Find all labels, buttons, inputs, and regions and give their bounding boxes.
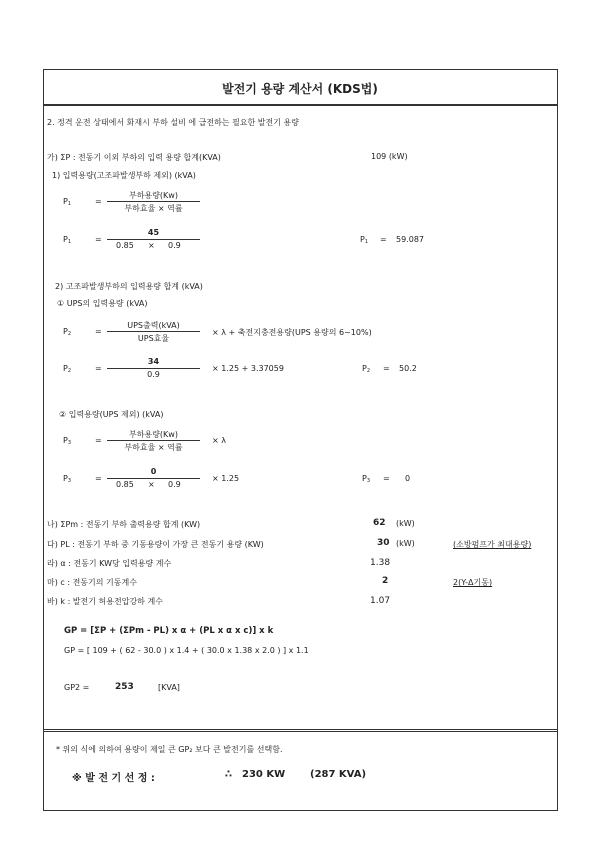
ga-value: 109 (kW) [371,152,408,161]
p1-result-eq: = [380,235,387,244]
gp-formula: GP = [ΣP + (ΣPm - PL) x α + (PL x α x c)] x k [64,626,274,636]
p2-denominator: 0.9 [147,370,160,379]
param-unit-sum-pm: (kW) [396,519,415,528]
p2-result-eq: = [383,364,390,373]
p3-fraction-line [107,478,200,479]
param-value-pl: 30 [377,538,390,548]
p1-calc-eq: = [95,235,102,244]
param-value-alpha: 1.38 [370,558,391,568]
p2-subheading: ① UPS의 입력용량 (kVA) [57,299,148,308]
p1-den-op: × [148,241,155,250]
section-heading: 2. 정격 운전 상태에서 화재시 부하 설비 에 급전하는 필요한 발전기 용량 [47,118,299,127]
p2-formula-fraction-line [107,331,200,332]
p3-formula-numerator: 부하용량(Kw) [129,430,178,439]
p1-eq: = [95,197,102,206]
param-unit-pl: (kW) [396,539,415,548]
param-note-pl: (소방펌프가 최대용량) [453,540,532,549]
p1-fraction-line [107,239,200,240]
p2-eq: = [95,327,102,336]
p2-formula-tail: × λ + 축전지충전용량(UPS 용량의 6~10%) [212,328,372,337]
p1-result-symbol: $P_1$ [360,235,369,245]
page-title: 발전기 용량 계산서 (KDS법) [222,82,378,96]
selection-label: ※ 발 전 기 선 정 : [72,773,155,784]
param-label-sum-pm: 나) ΣPm : 전동기 부하 출력용량 합계 (KW) [47,520,201,529]
p3-calc-eq: = [95,474,102,483]
p2-fraction-line [107,368,200,369]
p3-formula-fraction-line [107,440,200,441]
p1-numerator: 45 [147,228,160,237]
p3-eq: = [95,436,102,445]
ga-label: 가) ΣP : 전동기 이외 부하의 입력 용량 합계(KVA) [47,153,221,162]
p3-calc-symbol: $P_3$ [63,474,72,484]
p2-formula-numerator: UPS출력(kVA) [127,321,180,330]
p1-den-b: 0.9 [168,241,181,250]
p3-den-a: 0.85 [116,480,134,489]
p2-result-symbol: $P_2$ [362,364,371,374]
p3-numerator: 0 [150,467,157,476]
p3-formula-tail: × λ [212,436,226,445]
gp2-label: GP2 = [64,683,90,692]
param-label-c: 마) c : 전동기의 기동계수 [47,578,137,587]
p1-den-a: 0.85 [116,241,134,250]
p1-formula-fraction-line [107,201,200,202]
p3-result: 0 [405,474,411,483]
param-label-alpha: 라) α : 전동기 KW당 입력용량 계수 [47,559,172,568]
p2-calc-symbol: $P_2$ [63,364,72,374]
gp2-value: 253 [115,682,134,692]
selection-kw: 230 KW [242,769,286,780]
p3-tail: × 1.25 [212,474,240,483]
therefore-symbol: ∴ [225,769,232,780]
p2-result: 50.2 [399,364,417,373]
p1-symbol: $P_1$ [63,197,72,207]
param-value-k: 1.07 [370,596,391,606]
p2-formula-denominator: UPS효율 [137,334,170,343]
p2-numerator: 34 [147,357,160,366]
p1-result: 59.087 [396,235,424,244]
p2-tail: × 1.25 + 3.37059 [212,364,284,373]
p1-calc-symbol: $P_1$ [63,235,72,245]
param-value-c: 2 [382,576,389,586]
p2-calc-eq: = [95,364,102,373]
param-label-pl: 다) PL : 전동기 부하 중 기동용량이 가장 큰 전동기 용량 (KW) [47,540,264,549]
p3-formula-denominator: 부하효율 × 역률 [124,443,183,452]
p2-heading: 2) 고조파발생부하의 입력용량 합계 (kVA) [55,282,203,291]
p3-result-symbol: $P_3$ [362,474,371,484]
p1-formula-numerator: 부하용량(Kw) [129,191,178,200]
p2-symbol: $P_2$ [63,327,72,337]
p3-den-b: 0.9 [168,480,181,489]
p3-heading: ② 입력용량(UPS 제외) (kVA) [59,410,164,419]
footnote: * 위의 식에 의하여 용량이 제일 큰 GP₂ 보다 큰 발전기를 선택함. [56,745,283,754]
param-note-c: 2(Y-Δ기동) [453,578,493,587]
title-divider [43,104,558,106]
p3-den-op: × [148,480,155,489]
p1-heading: 1) 입력용량(고조파발생부하 제외) (kVA) [52,171,196,180]
gp2-unit: [KVA] [158,683,180,692]
footer-divider-2 [43,731,558,732]
gp-calculation: GP = [ 109 + ( 62 - 30.0 ) x 1.4 + ( 30.0 x 1.38 x 2.0 ) ] x 1.1 [64,646,309,655]
param-label-k: 바) k : 발전기 허용전압강하 계수 [47,597,163,606]
selection-kva: (287 KVA) [310,769,367,780]
param-value-sum-pm: 62 [373,518,386,528]
p3-result-eq: = [383,474,390,483]
p1-formula-denominator: 부하효율 × 역률 [124,204,183,213]
p3-symbol: $P_3$ [63,436,72,446]
footer-divider [43,729,558,730]
